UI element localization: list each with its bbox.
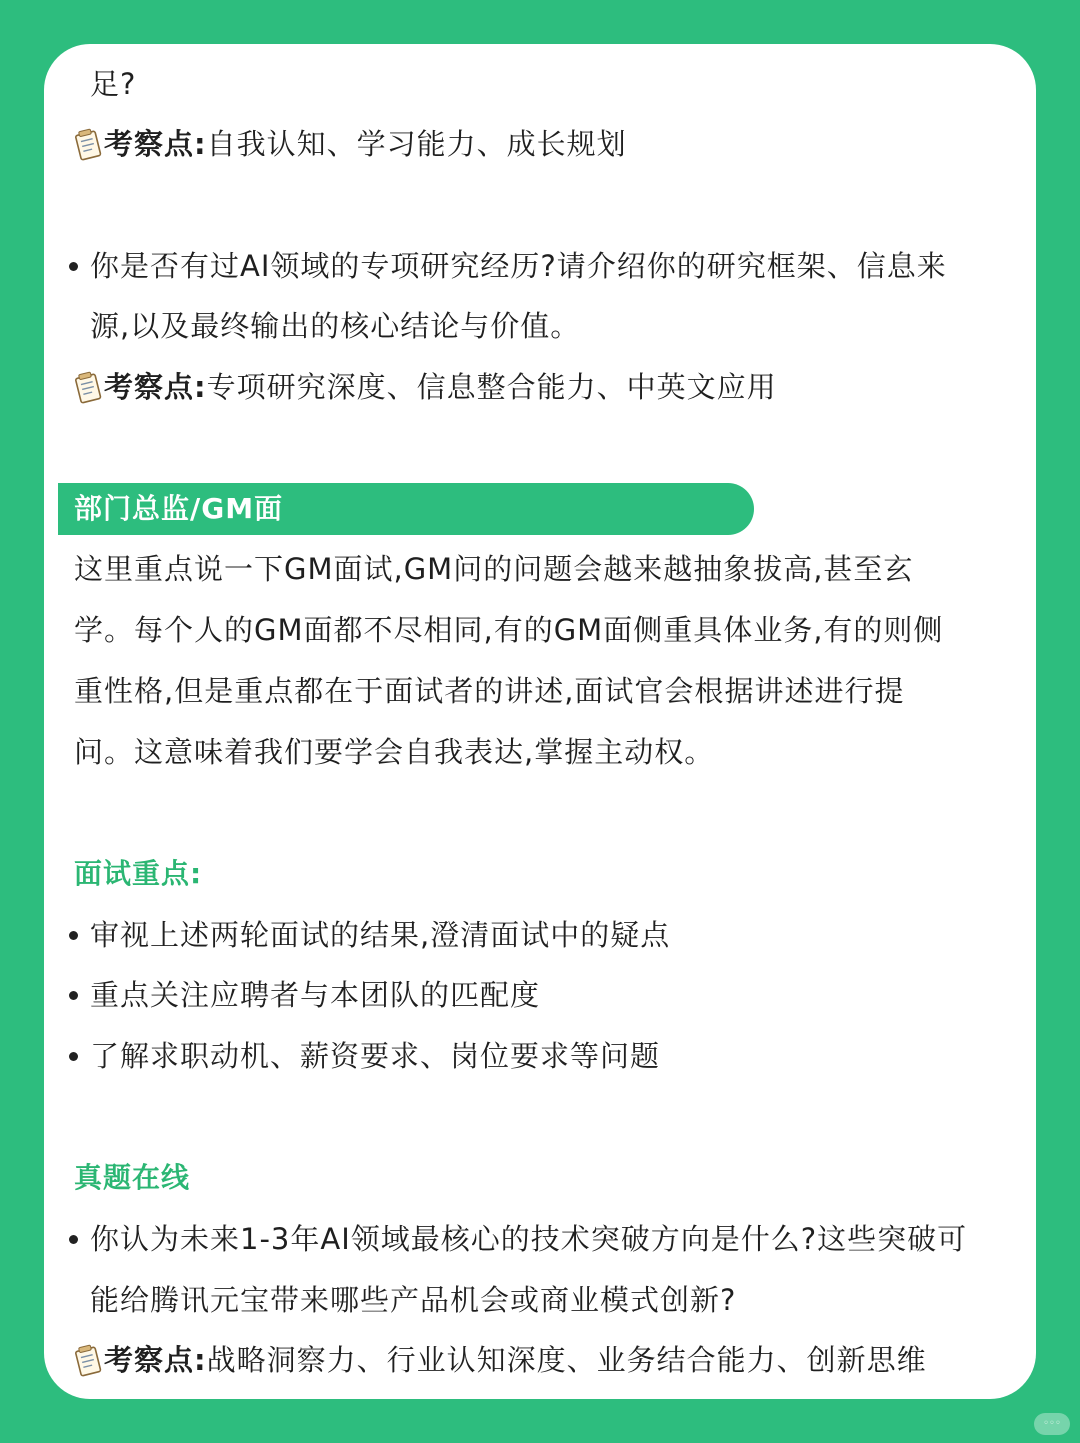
focus-heading: 面试重点: (74, 857, 203, 890)
focus-point-text: 自我认知、学习能力、成长规划 (206, 127, 627, 161)
memo-icon (72, 371, 104, 405)
content-card (44, 44, 1036, 1399)
question-line: 能给腾讯元宝带来哪些产品机会或商业模式创新? (90, 1283, 737, 1317)
focus-point-row (104, 1340, 927, 1380)
focus-point-label: 考察点: (104, 370, 207, 404)
focus-point-label: 考察点: (104, 1343, 207, 1377)
section-banner (58, 483, 754, 535)
question-line: 你认为未来1-3年AI领域最核心的技术突破方向是什么?这些突破可 (90, 1222, 968, 1256)
paragraph-line: 重性格,但是重点都在于面试者的讲述,面试官会根据讲述进行提 (74, 674, 905, 708)
section-title: 部门总监/GM面 (74, 492, 284, 525)
question-line: 你是否有过AI领域的专项研究经历?请介绍你的研究框架、信息来 (90, 249, 947, 283)
bullet-dot (69, 1052, 78, 1061)
bullet-dot (69, 931, 78, 940)
real-questions-heading: 真题在线 (74, 1161, 191, 1194)
paragraph-line: 问。这意味着我们要学会自我表达,掌握主动权。 (74, 735, 715, 769)
watermark-badge: ◦◦◦ (1034, 1413, 1070, 1435)
question-line: 源,以及最终输出的核心结论与价值。 (90, 309, 581, 343)
text-line: 足? (90, 67, 137, 101)
focus-point-row (104, 367, 777, 407)
memo-icon (72, 128, 104, 162)
bullet-dot (69, 991, 78, 1000)
list-item: 了解求职动机、薪资要求、岗位要求等问题 (90, 1039, 661, 1073)
list-item: 重点关注应聘者与本团队的匹配度 (90, 978, 541, 1012)
focus-point-row (104, 124, 627, 164)
focus-point-label: 考察点: (104, 127, 207, 161)
bullet-dot (69, 1235, 78, 1244)
bullet-dot (69, 262, 78, 271)
memo-icon (72, 1344, 104, 1378)
paragraph-line: 这里重点说一下GM面试,GM问的问题会越来越抽象拔高,甚至玄 (74, 552, 914, 586)
focus-point-text: 战略洞察力、行业认知深度、业务结合能力、创新思维 (206, 1343, 927, 1377)
list-item: 审视上述两轮面试的结果,澄清面试中的疑点 (90, 918, 671, 952)
focus-point-text: 专项研究深度、信息整合能力、中英文应用 (206, 370, 777, 404)
paragraph-line: 学。每个人的GM面都不尽相同,有的GM面侧重具体业务,有的则侧 (74, 613, 944, 647)
